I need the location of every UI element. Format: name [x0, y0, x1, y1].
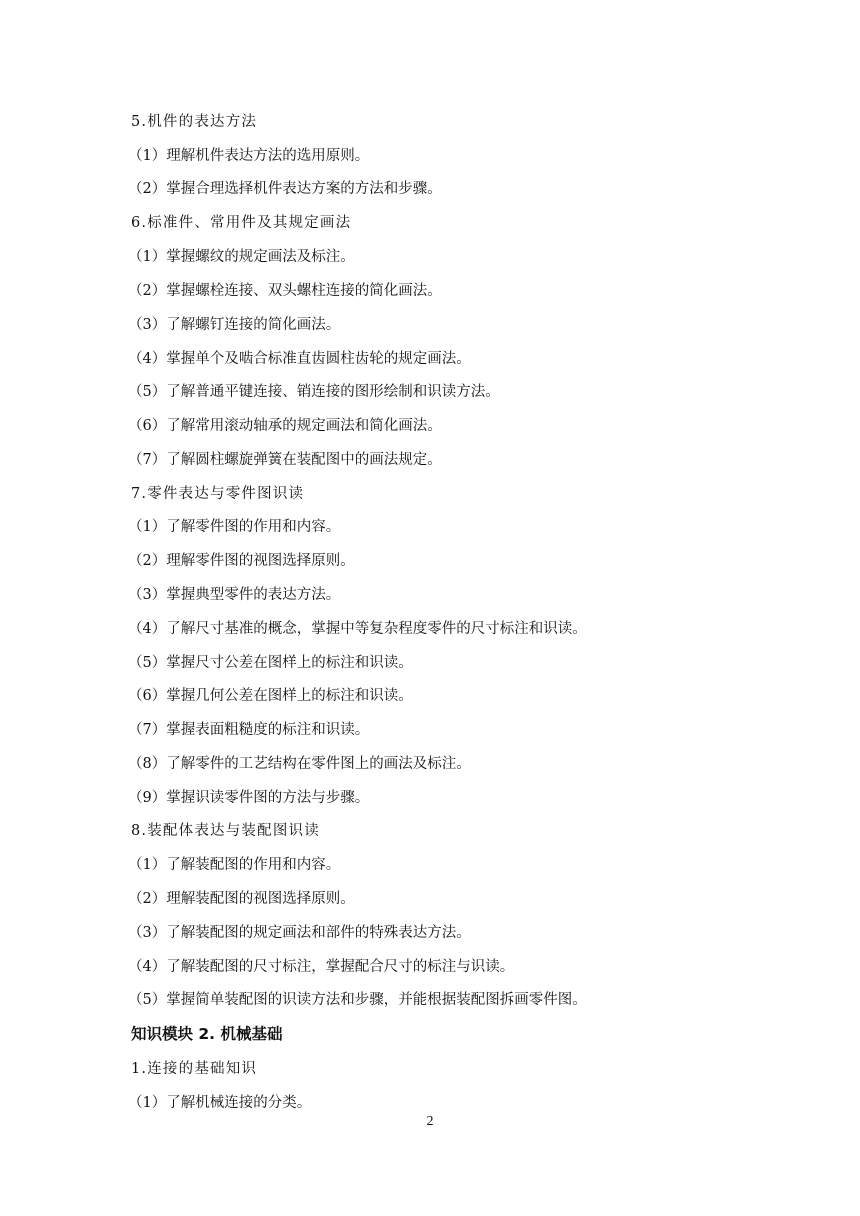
page-number: 2: [426, 1114, 434, 1129]
list-item: （5）掌握简单装配图的识读方法和步骤，并能根据装配图拆画零件图。: [128, 992, 587, 1008]
list-item: （8）了解零件的工艺结构在零件图上的画法及标注。: [128, 756, 471, 772]
section-heading: 8.装配体表达与装配图识读: [131, 823, 320, 839]
list-item: （6）掌握几何公差在图样上的标注和识读。: [128, 688, 413, 704]
module-heading: 知识模块 2. 机械基础: [131, 1025, 283, 1043]
section-heading: 6.标准件、常用件及其规定画法: [131, 215, 352, 231]
list-item: （9）掌握识读零件图的方法与步骤。: [128, 790, 370, 806]
list-item: （5）了解普通平键连接、销连接的图形绘制和识读方法。: [128, 384, 500, 400]
list-item: （7）掌握表面粗糙度的标注和识读。: [128, 722, 370, 738]
list-item: （1）理解机件表达方法的选用原则。: [128, 148, 370, 164]
list-item: （1）了解装配图的作用和内容。: [128, 857, 341, 873]
section-heading: 1.连接的基础知识: [131, 1061, 258, 1077]
list-item: （6）了解常用滚动轴承的规定画法和简化画法。: [128, 418, 442, 434]
list-item: （4）了解装配图的尺寸标注，掌握配合尺寸的标注与识读。: [128, 959, 515, 975]
list-item: （3）了解装配图的规定画法和部件的特殊表达方法。: [128, 925, 471, 941]
list-item: （5）掌握尺寸公差在图样上的标注和识读。: [128, 655, 413, 671]
list-item: （3）掌握典型零件的表达方法。: [128, 587, 341, 603]
list-item: （2）理解装配图的视图选择原则。: [128, 891, 355, 907]
list-item: （4）掌握单个及啮合标准直齿圆柱齿轮的规定画法。: [128, 351, 471, 367]
list-item: （4）了解尺寸基准的概念，掌握中等复杂程度零件的尺寸标注和识读。: [128, 621, 587, 637]
list-item: （1）了解零件图的作用和内容。: [128, 519, 341, 535]
list-item: （1）了解机械连接的分类。: [128, 1095, 312, 1111]
list-item: （2）掌握螺栓连接、双头螺柱连接的简化画法。: [128, 283, 442, 299]
list-item: （3）了解螺钉连接的简化画法。: [128, 317, 341, 333]
list-item: （2）理解零件图的视图选择原则。: [128, 553, 355, 569]
list-item: （1）掌握螺纹的规定画法及标注。: [128, 249, 355, 265]
section-heading: 7.零件表达与零件图识读: [131, 486, 305, 502]
section-heading: 5.机件的表达方法: [131, 114, 258, 130]
list-item: （7）了解圆柱螺旋弹簧在装配图中的画法规定。: [128, 452, 442, 468]
list-item: （2）掌握合理选择机件表达方案的方法和步骤。: [128, 181, 442, 197]
